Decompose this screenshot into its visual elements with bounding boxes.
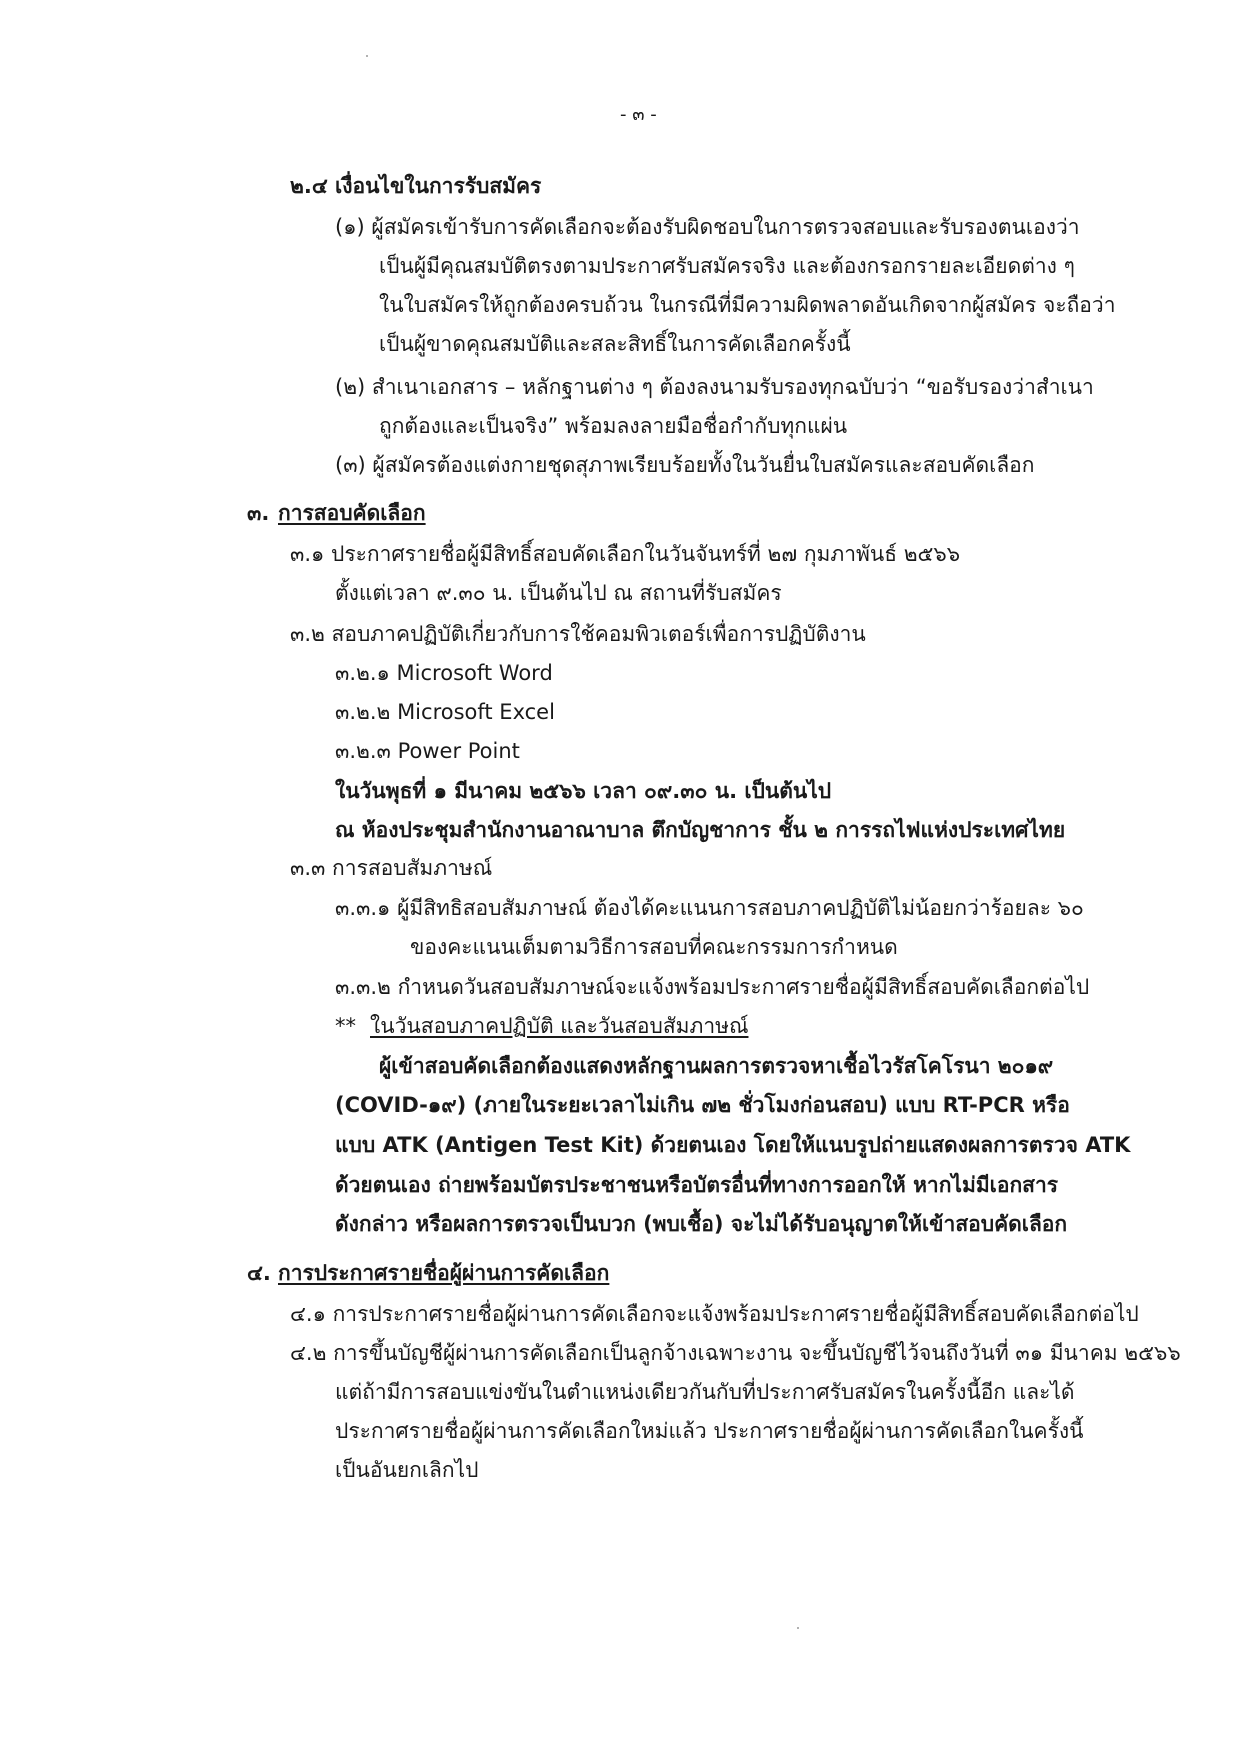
section-3-2-date: ในวันพุธที่ ๑ มีนาคม ๒๕๖๖ เวลา ๐๙.๓๐ น. เป็นต้นไป bbox=[335, 779, 832, 803]
section-4-2-line-2: แต่ถ้ามีการสอบแข่งขันในตำแหน่งเดียวกันกับที่ประกาศรับสมัครในครั้งนี้อีก และได้ bbox=[335, 1380, 1075, 1404]
scan-speck bbox=[797, 1627, 799, 1629]
item-3: (๓) ผู้สมัครต้องแต่งกายชุดสุภาพเรียบร้อยทั้งในวันยื่นใบสมัครและสอบคัดเลือก bbox=[335, 453, 1035, 477]
section-3-3: ๓.๓ การสอบสัมภาษณ์ bbox=[290, 856, 493, 880]
section-4-heading: การประกาศรายชื่อผู้ผ่านการคัดเลือก bbox=[278, 1261, 610, 1285]
section-3-3-2: ๓.๓.๒ กำหนดวันสอบสัมภาษณ์จะแจ้งพร้อมประกาศรายชื่อผู้มีสิทธิ์สอบคัดเลือกต่อไป bbox=[335, 975, 1090, 999]
section-3-1-line-2: ตั้งแต่เวลา ๙.๓๐ น. เป็นต้นไป ณ สถานที่รับสมัคร bbox=[335, 581, 782, 605]
scan-speck bbox=[366, 55, 368, 57]
note-line-2: (COVID-๑๙) (ภายในระยะเวลาไม่เกิน ๗๒ ชั่วโมงก่อนสอบ) แบบ RT-PCR หรือ bbox=[335, 1093, 1070, 1117]
section-4-2-line-4: เป็นอันยกเลิกไป bbox=[335, 1458, 479, 1482]
note-line-5: ดังกล่าว หรือผลการตรวจเป็นบวก (พบเชื้อ) จะไม่ได้รับอนุญาตให้เข้าสอบคัดเลือก bbox=[335, 1212, 1068, 1236]
item-1-line-4: เป็นผู้ขาดคุณสมบัติและสละสิทธิ์ในการคัดเลือกครั้งนี้ bbox=[379, 332, 851, 356]
section-3-3-1-line-2: ของคะแนนเต็มตามวิธีการสอบที่คณะกรรมการกำหนด bbox=[410, 935, 898, 959]
section-4-2-line-1: ๔.๒ การขึ้นบัญชีผู้ผ่านการคัดเลือกเป็นลูกจ้างเฉพาะงาน จะขึ้นบัญชีไว้จนถึงวันที่ ๓๑ มีนาคม ๒๕๖๖ bbox=[290, 1341, 1181, 1365]
note-line-1: ผู้เข้าสอบคัดเลือกต้องแสดงหลักฐานผลการตรวจหาเชื้อไวรัสโคโรนา ๒๐๑๙ bbox=[379, 1054, 1054, 1078]
section-2-4-heading: ๒.๔ เงื่อนไขในการรับสมัคร bbox=[290, 174, 542, 198]
section-3-number: ๓. bbox=[247, 501, 270, 525]
section-4-number: ๔. bbox=[247, 1261, 271, 1285]
page-number: - ๓ - bbox=[620, 104, 657, 125]
note-line-3: แบบ ATK (Antigen Test Kit) ด้วยตนเอง โดยให้แนบรูปถ่ายแสดงผลการตรวจ ATK bbox=[335, 1133, 1131, 1157]
section-3-2-2: ๓.๒.๒ Microsoft Excel bbox=[335, 700, 555, 724]
section-3-heading: การสอบคัดเลือก bbox=[278, 501, 426, 525]
item-2-line-1: (๒) สำเนาเอกสาร – หลักฐานต่าง ๆ ต้องลงนามรับรองทุกฉบับว่า “ขอรับรองว่าสำเนา bbox=[335, 375, 1094, 399]
item-2-line-2: ถูกต้องและเป็นจริง” พร้อมลงลายมือชื่อกำกับทุกแผ่น bbox=[379, 414, 848, 438]
section-3-2-1: ๓.๒.๑ Microsoft Word bbox=[335, 661, 553, 685]
section-4-1: ๔.๑ การประกาศรายชื่อผู้ผ่านการคัดเลือกจะแจ้งพร้อมประกาศรายชื่อผู้มีสิทธิ์สอบคัดเลือกต่อไป bbox=[290, 1302, 1139, 1326]
section-3-1-line-1: ๓.๑ ประกาศรายชื่อผู้มีสิทธิ์สอบคัดเลือกในวันจันทร์ที่ ๒๗ กุมภาพันธ์ ๒๕๖๖ bbox=[290, 542, 961, 566]
note-title: ในวันสอบภาคปฏิบัติ และวันสอบสัมภาษณ์ bbox=[370, 1014, 749, 1038]
item-1-line-2: เป็นผู้มีคุณสมบัติตรงตามประกาศรับสมัครจริง และต้องกรอกรายละเอียดต่าง ๆ bbox=[379, 254, 1075, 278]
item-1-line-1: (๑) ผู้สมัครเข้ารับการคัดเลือกจะต้องรับผิดชอบในการตรวจสอบและรับรองตนเองว่า bbox=[335, 215, 1080, 239]
section-4-2-line-3: ประกาศรายชื่อผู้ผ่านการคัดเลือกใหม่แล้ว ประกาศรายชื่อผู้ผ่านการคัดเลือกในครั้งนี้ bbox=[335, 1419, 1084, 1443]
section-3-3-1-line-1: ๓.๓.๑ ผู้มีสิทธิสอบสัมภาษณ์ ต้องได้คะแนนการสอบภาคปฏิบัติไม่น้อยกว่าร้อยละ ๖๐ bbox=[335, 896, 1084, 920]
section-3-2-3: ๓.๒.๓ Power Point bbox=[335, 739, 520, 763]
section-3-2-place: ณ ห้องประชุมสำนักงานอาณาบาล ตึกบัญชาการ ชั้น ๒ การรถไฟแห่งประเทศไทย bbox=[335, 818, 1066, 842]
item-1-line-3: ในใบสมัครให้ถูกต้องครบถ้วน ในกรณีที่มีความผิดพลาดอันเกิดจากผู้สมัคร จะถือว่า bbox=[379, 293, 1116, 317]
note-line-4: ด้วยตนเอง ถ่ายพร้อมบัตรประชาชนหรือบัตรอื่นที่ทางการออกให้ หากไม่มีเอกสาร bbox=[335, 1173, 1059, 1197]
note-prefix: ** bbox=[335, 1014, 356, 1038]
section-3-2: ๓.๒ สอบภาคปฏิบัติเกี่ยวกับการใช้คอมพิวเตอร์เพื่อการปฏิบัติงาน bbox=[290, 622, 866, 646]
